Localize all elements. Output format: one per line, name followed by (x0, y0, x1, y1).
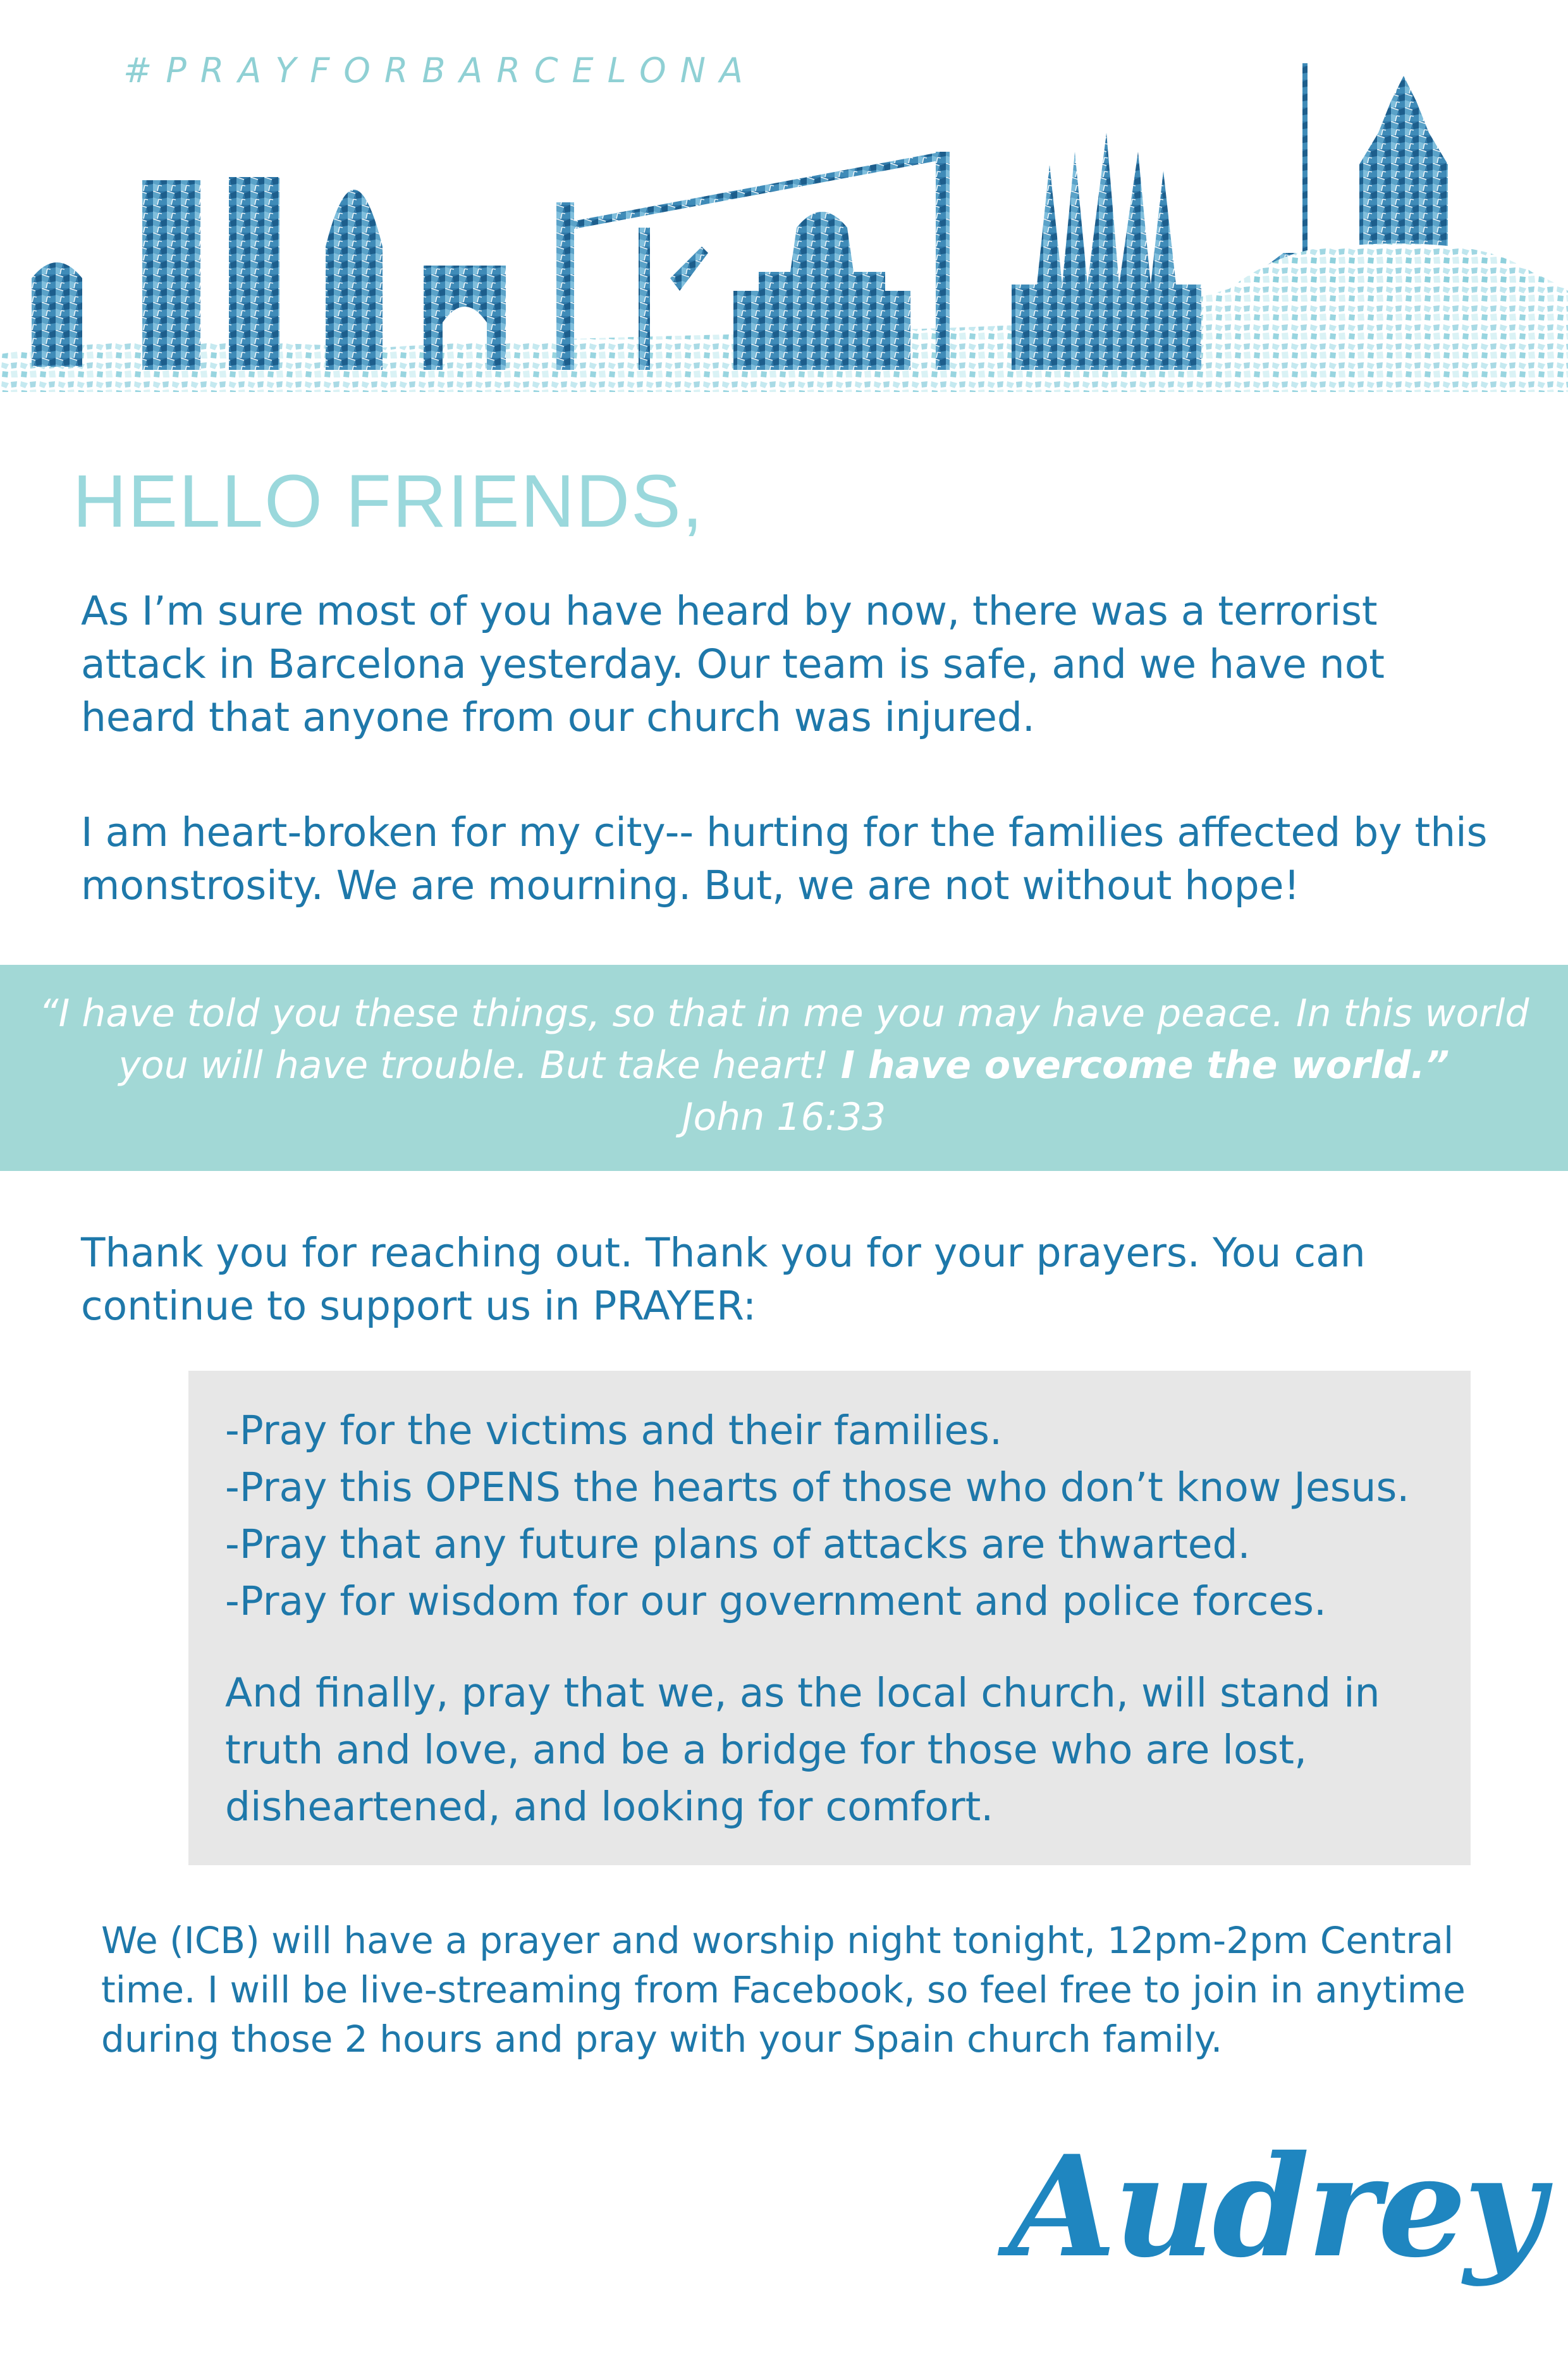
scripture-quote (0, 988, 1568, 1143)
quote-text: “I have told you these things, so that in me you may have peace. In this world you will have trouble. But take heart! (39, 991, 1529, 1087)
signature: Audrey (1008, 2124, 1543, 2288)
prayer-item: -Pray for the victims and their families. (225, 1407, 1002, 1454)
header-banner (0, 0, 1568, 392)
final-prayer-paragraph: And finally, pray that we, as the local church, will stand in truth and love, and be a bridge for those who are lost, disheartened, and looking for comfort. (225, 1670, 1380, 1830)
quote-emphasis: I have overcome the world.” (840, 1043, 1450, 1087)
hashtag-title: #PRAYFORBARCELONA (123, 51, 757, 90)
greeting-heading: HELLO FRIENDS, (73, 460, 704, 543)
prayer-requests-box (188, 1371, 1471, 1865)
closing-paragraph: We (ICB) will have a prayer and worship night tonight, 12pm-2pm Central time. I will be live-streaming from Facebook, so feel free to join in anytime during those 2 hours and pray with your Spain church family. (101, 1919, 1466, 2061)
barcelona-skyline-illustration (0, 38, 1568, 392)
thanks-paragraph: Thank you for reaching out. Thank you for your prayers. You can continue to support us in PRAYER: (81, 1230, 1366, 1329)
scripture-quote-band (0, 965, 1568, 1171)
prayer-item: -Pray for wisdom for our government and police forces. (225, 1578, 1327, 1624)
prayer-list (225, 1402, 1409, 1630)
intro-paragraph-1: As I’m sure most of you have heard by now, there was a terrorist attack in Barcelona yesterday. Our team is safe, and we have not heard that anyone from our church was injured. (81, 588, 1385, 740)
quote-reference: John 16:33 (682, 1095, 886, 1139)
intro-paragraph-2: I am heart-broken for my city-- hurting for the families affected by this monstrosity. We are mourning. But, we are not without hope! (81, 809, 1488, 909)
prayer-item: -Pray that any future plans of attacks are thwarted. (225, 1521, 1251, 1567)
prayer-item: -Pray this OPENS the hearts of those who don’t know Jesus. (225, 1464, 1410, 1510)
